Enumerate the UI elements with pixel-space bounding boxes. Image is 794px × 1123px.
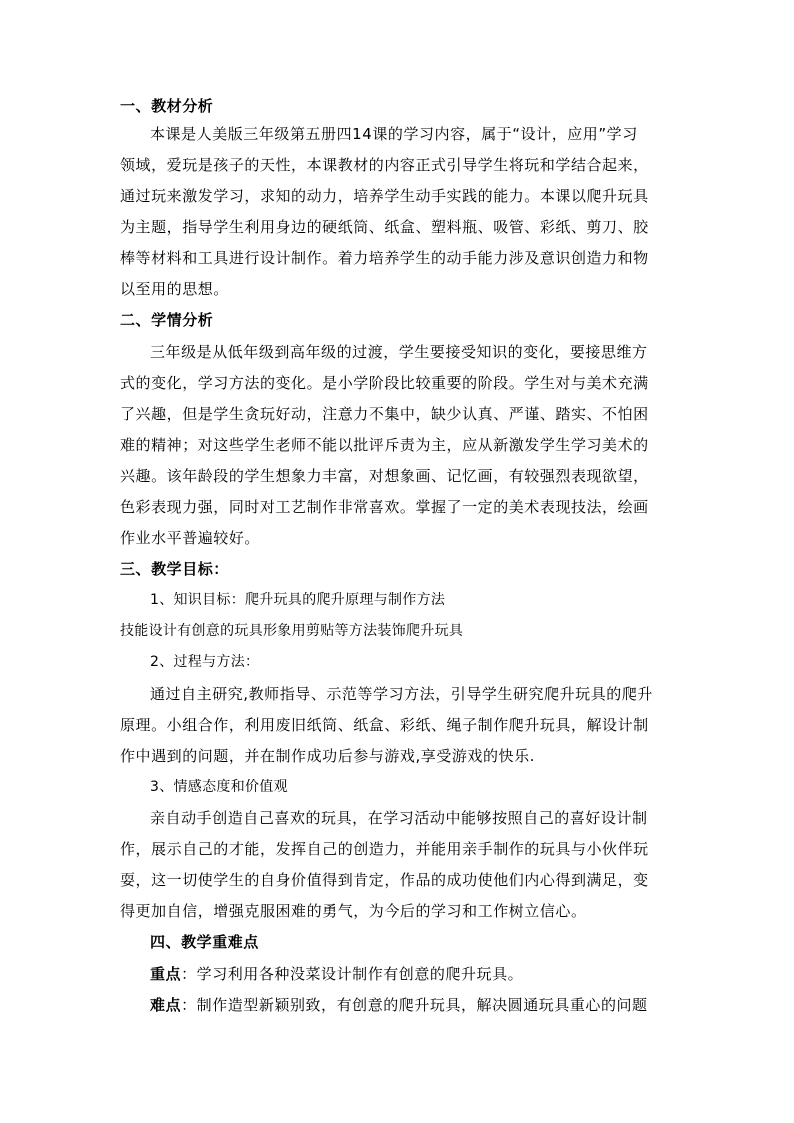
paragraph-line: 棒等材料和工具进行设计制作。着力培养学生的动手能力涉及意识创造力和物 bbox=[120, 249, 649, 267]
paragraph-line: 原理。小组合作，利用废旧纸筒、纸盒、彩纸、绳子制作爬升玩具，解设计制 bbox=[120, 716, 649, 734]
paragraph-line: 通过玩来激发学习，求知的动力，培养学生动手实践的能力。本课以爬升玩具 bbox=[120, 187, 649, 205]
paragraph-line: 作，展示自己的才能，发挥自己的创造力，并能用亲手制作的玩具与小伙伴玩 bbox=[120, 840, 649, 858]
section-heading-key-difficult-points: 四、教学重难点 bbox=[150, 933, 259, 951]
key-point-line bbox=[150, 964, 523, 984]
difficult-point-line bbox=[150, 995, 648, 1015]
paragraph-line: 领域，爱玩是孩子的天性，本课教材的内容正式引导学生将玩和学结合起来， bbox=[120, 156, 649, 174]
paragraph-line: 三年级是从低年级到高年级的过渡，学生要接受知识的变化，要接思维方 bbox=[150, 343, 648, 361]
key-point-text: ：学习利用各种没菜设计制作有创意的爬升玩具。 bbox=[181, 965, 524, 983]
paragraph-line: 了兴趣，但是学生贪玩好动，注意力不集中，缺少认真、严谨、踏实、不怕困 bbox=[120, 405, 649, 423]
paragraph-line: 式的变化，学习方法的变化。是小学阶段比较重要的阶段。学生对与美术充满 bbox=[120, 374, 649, 392]
section-heading-textbook-analysis: 一、教材分析 bbox=[120, 97, 214, 115]
paragraph-line: 耍，这一切使学生的自身价值得到肯定，作品的成功使他们内心得到满足，变 bbox=[120, 871, 649, 889]
section-heading-teaching-goals: 三、教学目标： bbox=[120, 560, 229, 578]
section-heading-student-analysis: 二、学情分析 bbox=[120, 311, 214, 329]
paragraph-line: 难的精神；对这些学生老师不能以批评斥责为主，应从新激发学生学习美术的 bbox=[120, 436, 649, 454]
paragraph-line: 亲自动手创造自己喜欢的玩具，在学习活动中能够按照自己的喜好设计制 bbox=[150, 809, 648, 827]
difficult-point-label: 难点 bbox=[150, 996, 182, 1014]
goal-item-attitude: 3、情感态度和价值观 bbox=[150, 779, 288, 795]
paragraph-line: 本课是人美版三年级第五册四14课的学习内容，属于“设计，应用”学习 bbox=[150, 125, 638, 143]
difficult-point-text: ：制作造型新颖别致，有创意的爬升玩具，解决圆通玩具重心的问题 bbox=[181, 996, 648, 1014]
goal-item-process: 2、过程与方法： bbox=[150, 654, 260, 670]
paragraph-line: 作中遇到的问题，并在制作成功后参与游戏,享受游戏的快乐. bbox=[120, 747, 535, 765]
paragraph-line: 色彩表现力强，同时对工艺制作非常喜欢。掌握了一定的美术表现技法，绘画 bbox=[120, 498, 649, 516]
paragraph-line: 为主题，指导学生利用身边的硬纸筒、纸盒、塑料瓶、吸管、彩纸、剪刀、胶 bbox=[120, 218, 649, 236]
paragraph-line: 得更加自信，增强克服困难的勇气，为今后的学习和工作树立信心。 bbox=[120, 902, 587, 920]
paragraph-line: 以至用的思想。 bbox=[120, 280, 229, 298]
paragraph-line: 通过自主研究,教师指导、示范等学习方法，引导学生研究爬升玩具的爬升 bbox=[150, 685, 653, 703]
goal-item-knowledge: 1、知识目标：爬升玩具的爬升原理与制作方法 bbox=[150, 592, 446, 608]
paragraph-line: 兴趣。该年龄段的学生想象力丰富，对想象画、记忆画，有较强烈表现欲望， bbox=[120, 467, 649, 485]
key-point-label: 重点 bbox=[150, 965, 182, 983]
goal-item-knowledge-detail: 技能设计有创意的玩具形象用剪贴等方法装饰爬升玩具 bbox=[120, 623, 464, 639]
paragraph-line: 作业水平普遍较好。 bbox=[120, 529, 260, 547]
